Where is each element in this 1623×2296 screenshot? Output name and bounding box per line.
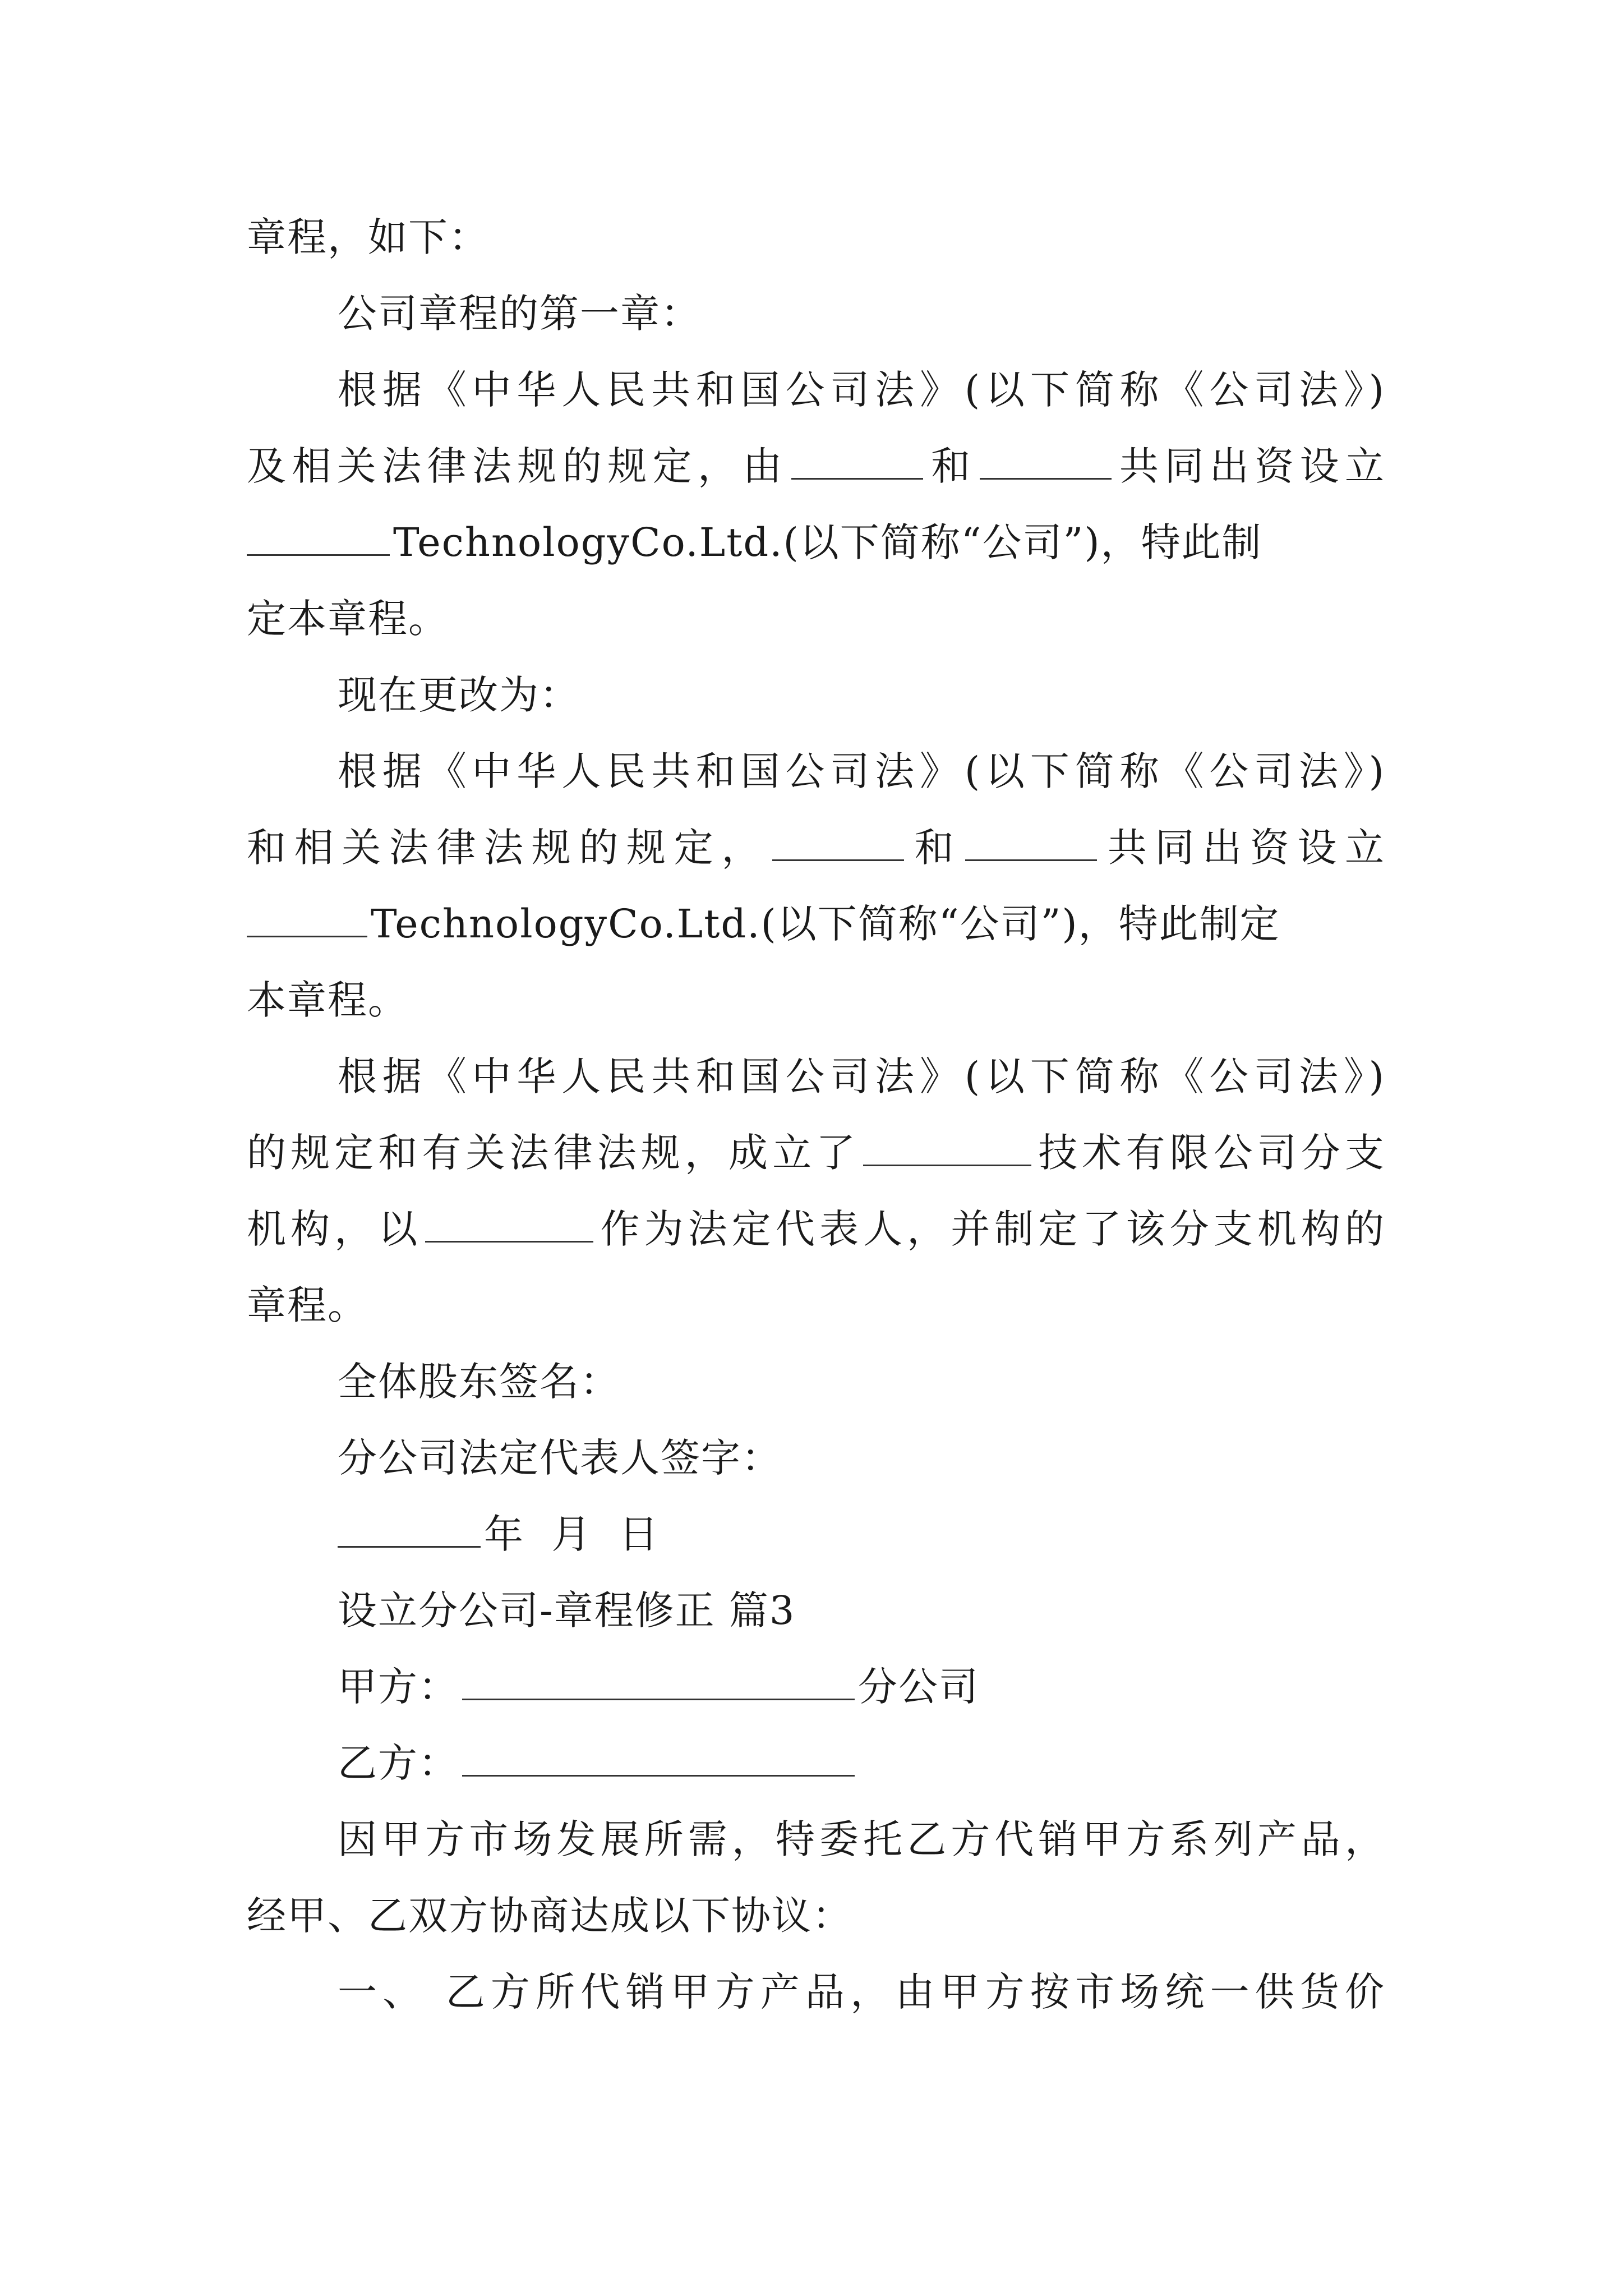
text-line: 经甲、乙双方协商达成以下协议：	[247, 1893, 852, 1939]
text-line	[247, 1115, 1385, 1191]
date-line	[247, 1496, 1385, 1572]
text-segment: 技术有限公司分支	[1035, 1130, 1385, 1176]
text-segment: 机构，以	[247, 1206, 422, 1252]
blank-field	[980, 444, 1112, 480]
blank-field	[791, 444, 923, 480]
text-line	[247, 809, 1385, 886]
blank-field	[462, 1665, 855, 1700]
blank-field	[772, 826, 904, 861]
text-segment: 共同出资设立	[1114, 443, 1385, 489]
section-heading: 设立分公司-章程修正 篇3	[338, 1588, 796, 1634]
signature-label: 全体股东签名：	[338, 1359, 620, 1405]
blank-field	[338, 1512, 481, 1548]
text-line: 根据《中华人民共和国公司法》(以下简称《公司法》)	[338, 1053, 1385, 1099]
text-line: 章程。	[247, 1282, 368, 1328]
text-line	[247, 428, 1385, 504]
document-body	[247, 199, 1385, 2030]
text-segment: 共同出资设立	[1100, 825, 1385, 871]
text-line	[247, 886, 1385, 962]
text-segment: 的规定和有关法律法规，成立了	[247, 1130, 860, 1176]
text-line: 根据《中华人民共和国公司法》(以下简称《公司法》)	[338, 748, 1385, 794]
chapter-heading: 公司章程的第一章：	[338, 291, 701, 337]
text-line	[247, 1191, 1385, 1267]
text-line: 现在更改为：	[338, 672, 580, 718]
blank-field	[247, 521, 390, 556]
text-line	[247, 504, 1385, 581]
text-segment: 作为法定代表人，并制定了该分支机构的	[597, 1206, 1385, 1252]
blank-field	[425, 1207, 593, 1243]
text-line: 因甲方市场发展所需，特委托乙方代销甲方系列产品，	[338, 1816, 1385, 1862]
text-segment: 和	[907, 825, 962, 871]
blank-field	[965, 826, 1097, 861]
text-segment: TechnologyCo.Ltd.(以下简称“公司”)，特此制定	[371, 901, 1280, 947]
text-line: 一、 乙方所代销甲方产品，由甲方按市场统一供货价	[338, 1969, 1385, 2015]
text-line: 根据《中华人民共和国公司法》(以下简称《公司法》)	[338, 367, 1385, 413]
text-segment: 和	[926, 443, 976, 489]
signature-label: 分公司法定代表人签字：	[338, 1435, 782, 1481]
blank-field	[863, 1131, 1031, 1166]
text-segment: 乙方：	[338, 1740, 459, 1786]
blank-field	[462, 1741, 855, 1777]
text-line: 章程，如下：	[247, 214, 489, 260]
text-segment: 年 月 日	[484, 1511, 660, 1557]
text-line: 定本章程。	[247, 596, 449, 642]
party-a-line	[247, 1649, 1385, 1725]
party-b-line	[247, 1725, 1385, 1801]
text-segment: 分公司	[858, 1664, 979, 1710]
text-segment: 及相关法律法规的规定，由	[247, 443, 788, 489]
blank-field	[247, 902, 367, 937]
text-segment: TechnologyCo.Ltd.(以下简称“公司”)，特此制	[393, 519, 1262, 565]
text-segment: 和相关法律法规的规定，	[247, 825, 769, 871]
text-segment: 甲方：	[338, 1664, 459, 1710]
text-line: 本章程。	[247, 977, 408, 1023]
